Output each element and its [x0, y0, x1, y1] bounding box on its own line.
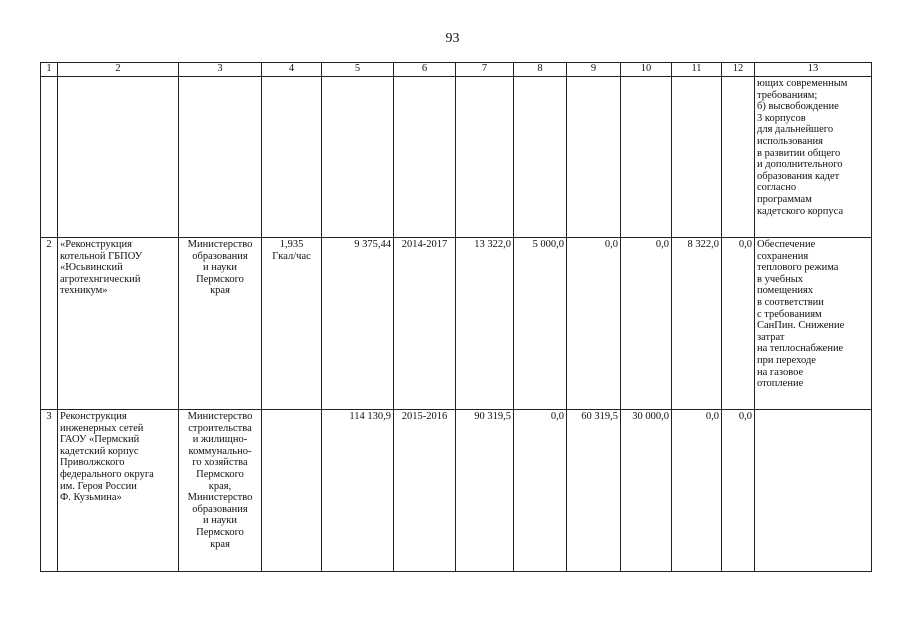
table-row [41, 238, 872, 410]
table-row [41, 77, 872, 238]
object-name [58, 77, 179, 238]
period [394, 77, 456, 238]
capacity: 1,935 Гкал/час [262, 238, 322, 410]
year-amount: 0,0 [672, 410, 722, 572]
column-header: 9 [567, 63, 621, 77]
agency: Министерство строительства и жилищно- коммунально- го хозяйства Пермского края, Министерство образования и науки Пермского края [179, 410, 262, 572]
column-header: 13 [755, 63, 872, 77]
column-header: 12 [722, 63, 755, 77]
data-table [40, 62, 872, 572]
year-amount: 30 000,0 [621, 410, 672, 572]
year-amount: 0,0 [722, 238, 755, 410]
expected-result: Обеспечение сохранения теплового режима в учебных помещениях в соответствии с требованиям СанПин. Снижение затрат на теплоснабжение при переходе на газовое отопление [755, 238, 872, 410]
column-header: 5 [322, 63, 394, 77]
year-amount [672, 77, 722, 238]
column-header: 10 [621, 63, 672, 77]
column-header: 1 [41, 63, 58, 77]
period: 2014-2017 [394, 238, 456, 410]
object-name: Реконструкция инженерных сетей ГАОУ «Пермский кадетский корпус Приволжского федерального округа им. Героя России Ф. Кузьмина» [58, 410, 179, 572]
period: 2015-2016 [394, 410, 456, 572]
year-amount [567, 77, 621, 238]
expected-result [755, 410, 872, 572]
estimated-cost: 9 375,44 [322, 238, 394, 410]
table-row [41, 410, 872, 572]
row-number: 2 [41, 238, 58, 410]
page-number: 93 [445, 31, 460, 46]
header-row [41, 63, 872, 77]
year-amount [722, 77, 755, 238]
total-amount: 90 319,5 [456, 410, 514, 572]
column-header: 2 [58, 63, 179, 77]
estimated-cost: 114 130,9 [322, 410, 394, 572]
column-header: 4 [262, 63, 322, 77]
object-name: «Реконструкция котельной ГБПОУ «Юсьвинский агротехнгический техникум» [58, 238, 179, 410]
expected-result: ющих современным требованиям; б) высвобождение 3 корпусов для дальнейшего использования в развитии общего и дополнительного образования кадет согласно программам кадетского корпуса [755, 77, 872, 238]
row-number: 3 [41, 410, 58, 572]
column-header: 7 [456, 63, 514, 77]
total-amount [456, 77, 514, 238]
year-amount: 0,0 [567, 238, 621, 410]
column-header: 11 [672, 63, 722, 77]
year-amount: 5 000,0 [514, 238, 567, 410]
estimated-cost [322, 77, 394, 238]
capacity [262, 77, 322, 238]
year-amount: 0,0 [514, 410, 567, 572]
column-header: 8 [514, 63, 567, 77]
year-amount: 0,0 [722, 410, 755, 572]
year-amount [514, 77, 567, 238]
year-amount [621, 77, 672, 238]
column-header: 3 [179, 63, 262, 77]
year-amount: 60 319,5 [567, 410, 621, 572]
year-amount: 0,0 [621, 238, 672, 410]
total-amount: 13 322,0 [456, 238, 514, 410]
column-header: 6 [394, 63, 456, 77]
capacity [262, 410, 322, 572]
year-amount: 8 322,0 [672, 238, 722, 410]
agency [179, 77, 262, 238]
agency: Министерство образования и науки Пермского края [179, 238, 262, 410]
row-number [41, 77, 58, 238]
